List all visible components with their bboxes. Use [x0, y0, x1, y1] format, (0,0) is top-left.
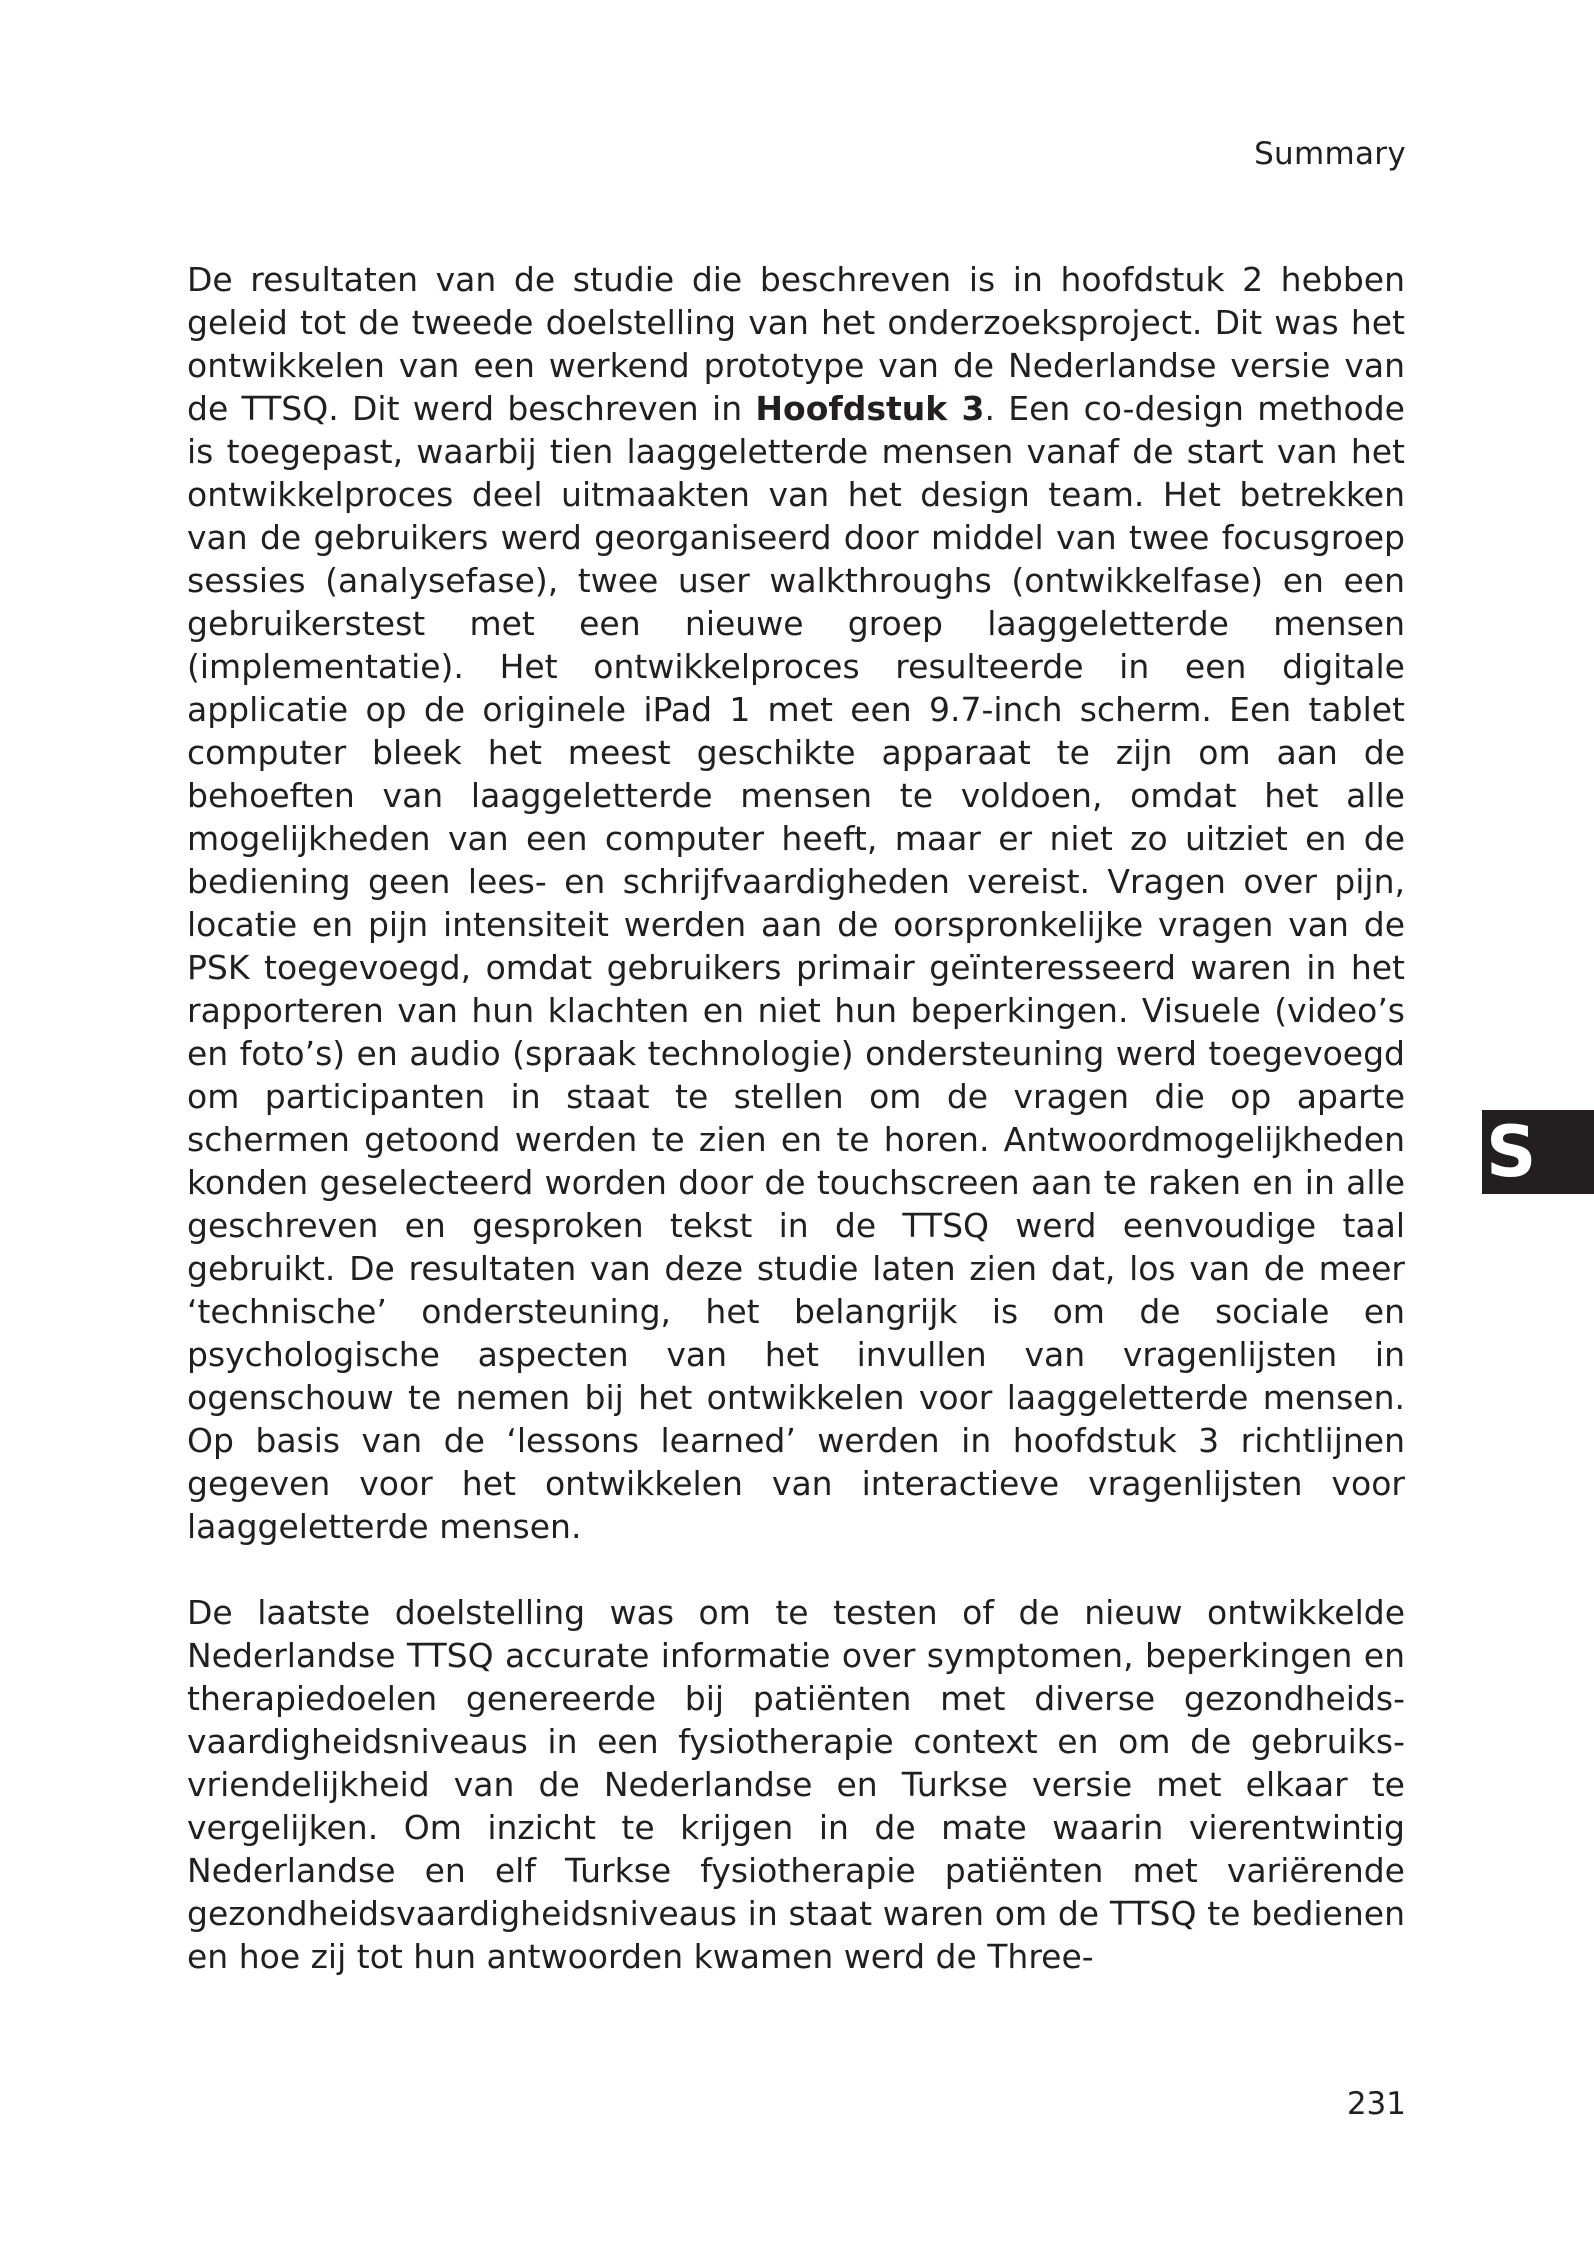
chapter-reference: Hoofdstuk 3 [755, 389, 985, 428]
running-head: Summary [1254, 136, 1406, 172]
page-number: 231 [1346, 2086, 1406, 2122]
paragraph-1 [187, 258, 1405, 1548]
paragraph-1-text-end: . Een co-design methode is toegepast, waarbij tien laaggeletterde mensen vanaf de start van het ontwikkelproces deel uitmaakten van het design team. Het betrekken van de gebruikers werd georganiseerd door middel van twee focusgroep sessies (analysefase), twee user walkthroughs (ontwikkelfase) en een gebruikerstest met een nieuwe groep laaggeletterde mensen (implementatie). Het ontwikkelproces resulteerde in een digitale applicatie op de originele iPad 1 met een 9.7-inch scherm. Een tablet computer bleek het meest geschikte apparaat te zijn om aan de behoeften van laaggeletterde mensen te voldoen, omdat het alle mogelijkheden van een computer heeft, maar er niet zo uitziet en de bediening geen lees- en schrijfvaardigheden vereist. Vragen over pijn, locatie en pijn intensiteit werden aan de oorspronkelijke vragen van de PSK toegevoegd, omdat gebruikers primair geïnteresseerd waren in het rapporteren van hun klachten en niet hun beperkingen. Visuele (video’s en foto’s) en audio (spraak technologie) ondersteuning werd toegevoegd om participanten in staat te stellen om de vragen die op aparte schermen getoond werden te zien en te horen. Antwoordmogelijkheden konden geselecteerd worden door de touchscreen aan te raken en in alle geschreven en gesproken tekst in de TTSQ werd eenvoudige taal gebruikt. De resultaten van deze studie laten zien dat, los van de meer ‘technische’ ondersteuning, het belangrijk is om de sociale en psychologische aspecten van het invullen van vragenlijsten in ogenschouw te nemen bij het ontwikkelen voor laaggeletterde mensen. Op basis van de ‘lessons learned’ werden in hoofdstuk 3 richtlijnen gegeven voor het ontwikkelen van interactieve vragenlijsten voor laaggeletterde mensen. [187, 389, 1405, 1546]
body-text [187, 258, 1405, 1978]
paragraph-2: De laatste doelstelling was om te testen of de nieuw ontwikkelde Nederlandse TTSQ accurate informatie over symptomen, beperkingen en therapiedoelen genereerde bij patiënten met diverse gezondheids-vaardigheidsniveaus in een fysiotherapie context en om de gebruiks-vriendelijkheid van de Nederlandse en Turkse versie met elkaar te vergelijken. Om inzicht te krijgen in de mate waarin vierentwintig Nederlandse en elf Turkse fysiotherapie patiënten met variërende gezondheidsvaardigheidsniveaus in staat waren om de TTSQ te bedienen en hoe zij tot hun antwoorden kwamen werd de Three- [187, 1593, 1405, 1976]
paragraph-1-text-start: De resultaten van de studie die beschreven is in hoofdstuk 2 hebben geleid tot de tweede doelstelling van het onderzoeksproject. Dit was het ontwikkelen van een werkend prototype van de Nederlandse versie van de TTSQ. Dit werd beschreven in [187, 260, 1405, 428]
section-thumb-tab: S [1482, 1110, 1594, 1194]
